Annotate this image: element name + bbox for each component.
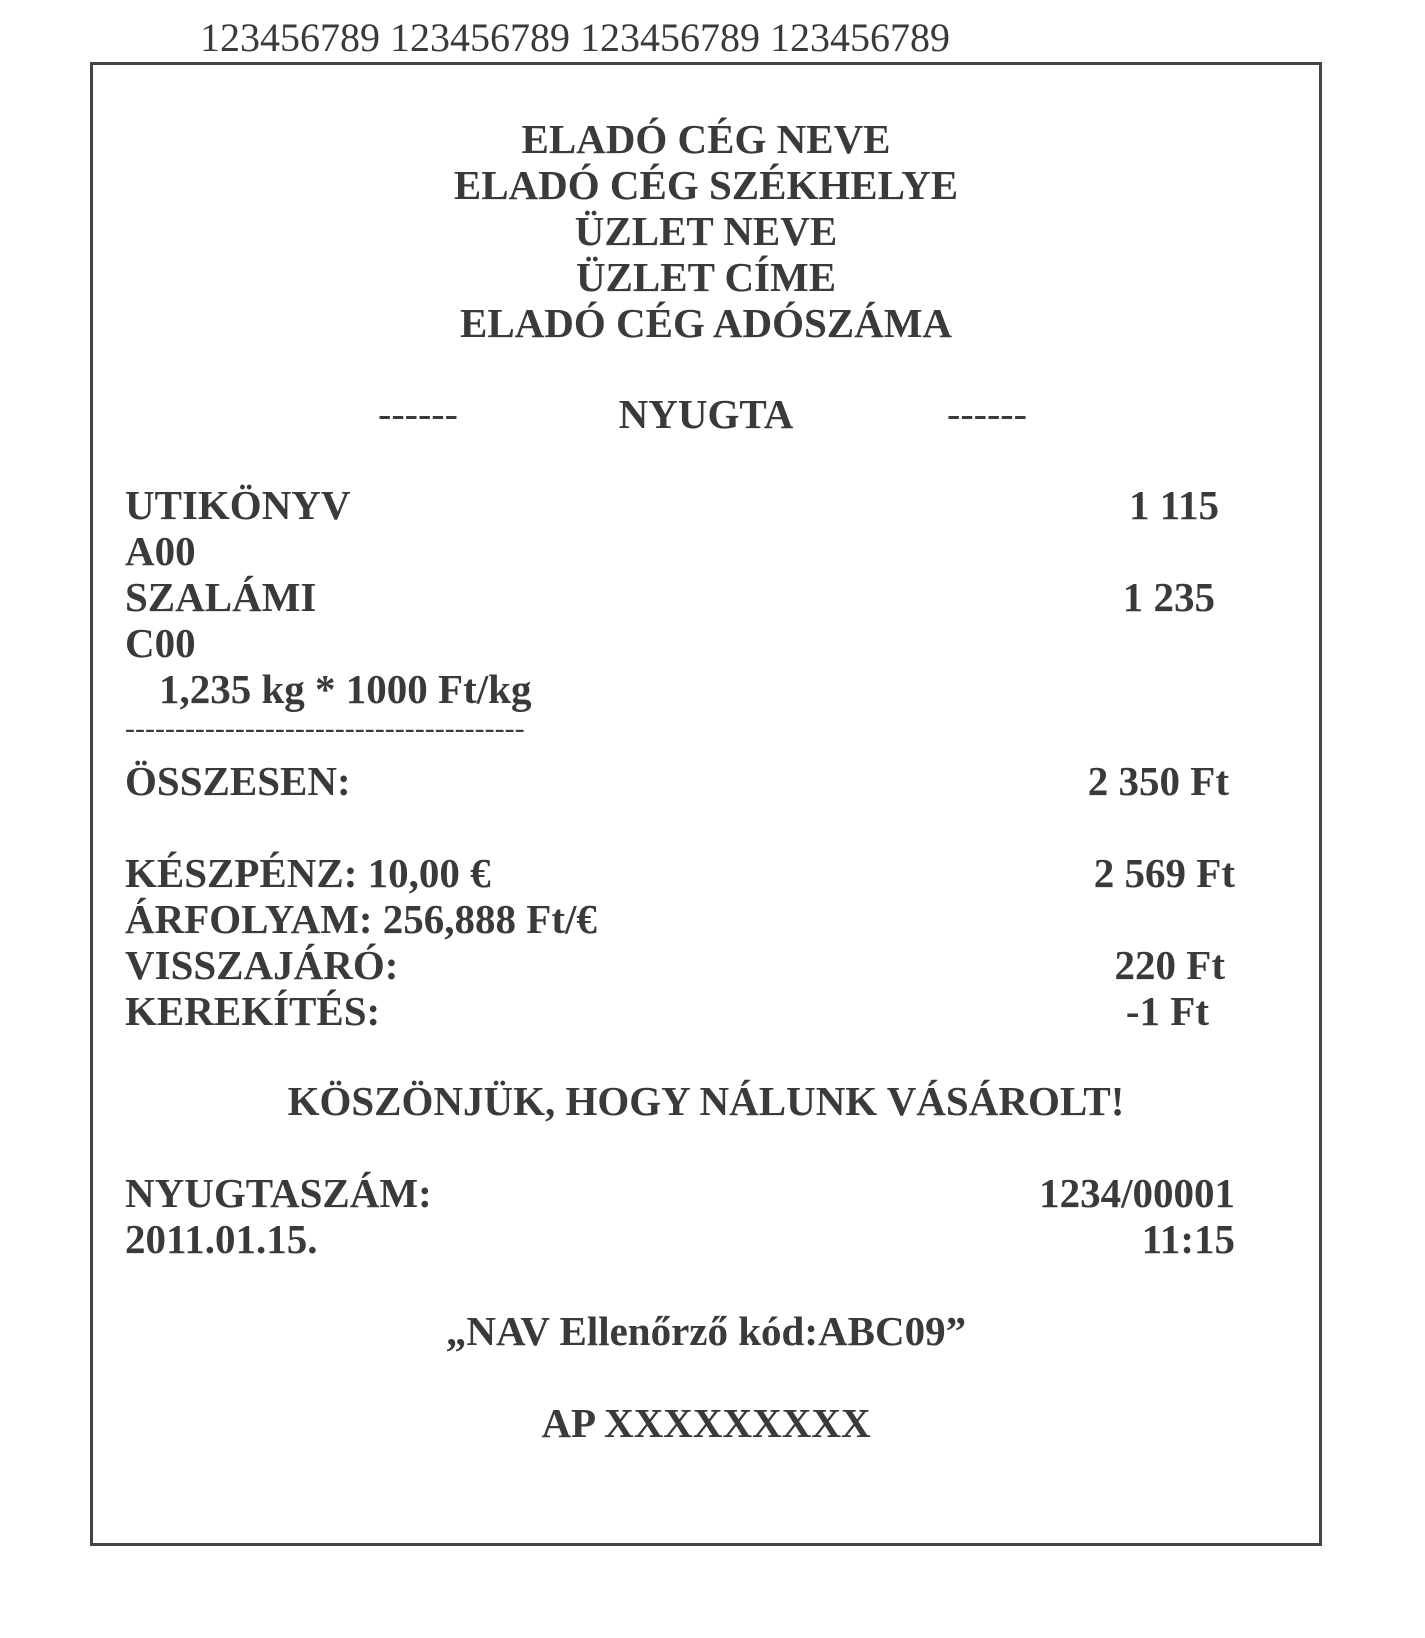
exchange-rate: ÁRFOLYAM: 256,888 Ft/€ (125, 896, 597, 942)
shop-address: ÜZLET CÍME (575, 254, 837, 300)
item-name: UTIKÖNYV (125, 482, 351, 528)
receipt-date: 2011.01.15. (125, 1216, 318, 1262)
thank-you-message: KÖSZÖNJÜK, HOGY NÁLUNK VÁSÁROLT! (287, 1078, 1125, 1124)
separator-line: ---------------------------------------- (125, 712, 525, 745)
total-value: 2 350 Ft (1087, 758, 1229, 804)
rounding-value: -1 Ft (1125, 988, 1209, 1034)
item-price: 1 115 (1129, 482, 1219, 528)
receipt-number-value: 1234/00001 (1039, 1170, 1235, 1216)
item-detail: 1,235 kg * 1000 Ft/kg (159, 666, 532, 712)
change-value: 220 Ft (1114, 942, 1225, 988)
ap-code: AP XXXXXXXXX (541, 1400, 871, 1446)
seller-company-name: ELADÓ CÉG NEVE (521, 116, 891, 162)
nav-control-code: „NAV Ellenőrző kód:ABC09” (445, 1308, 967, 1354)
change-label: VISSZAJÁRÓ: (125, 942, 399, 988)
cash-label: KÉSZPÉNZ: 10,00 € (125, 850, 491, 896)
item-name: SZALÁMI (125, 574, 317, 620)
receipt-title: NYUGTA (618, 391, 794, 437)
receipt-time: 11:15 (1141, 1216, 1235, 1262)
receipt-number-label: NYUGTASZÁM: (125, 1170, 432, 1216)
item-price: 1 235 (1122, 574, 1215, 620)
ruler-digits: 123456789 123456789 123456789 123456789 (200, 15, 950, 60)
title-left-dashes: ------ (378, 391, 458, 436)
total-label: ÖSSZESEN: (125, 758, 351, 804)
seller-tax-number: ELADÓ CÉG ADÓSZÁMA (459, 300, 953, 346)
item-code: A00 (125, 528, 196, 574)
title-right-dashes: ------ (947, 391, 1027, 436)
shop-name: ÜZLET NEVE (574, 208, 838, 254)
receipt (90, 62, 1322, 1546)
item-code: C00 (125, 620, 196, 666)
cash-value: 2 569 Ft (1093, 850, 1235, 896)
rounding-label: KEREKÍTÉS: (125, 988, 381, 1034)
seller-company-seat: ELADÓ CÉG SZÉKHELYE (453, 162, 959, 208)
